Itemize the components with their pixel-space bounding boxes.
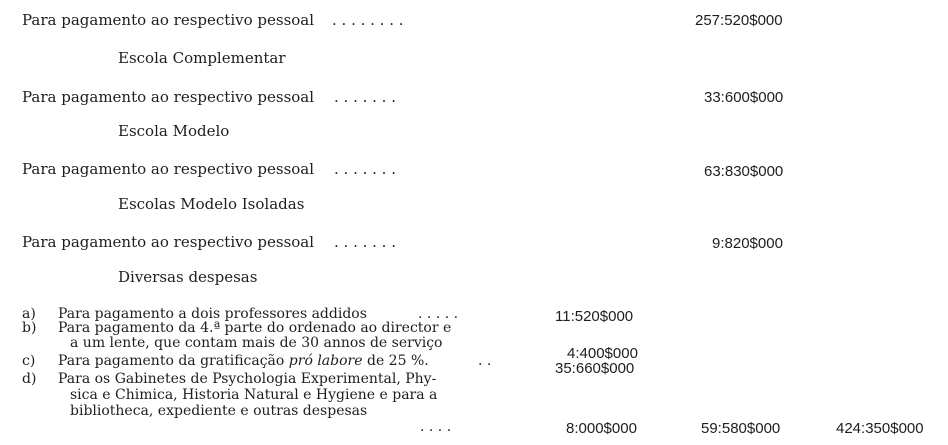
item-a-amount: 11:520$000 [555, 308, 634, 325]
item-d-subtotal: 59:580$000 [701, 420, 781, 437]
row-3-leader: . . . . . . . [334, 160, 396, 178]
row-2-label: Para pagamento ao respectivo pessoal [22, 88, 315, 106]
item-b-letter: b) [22, 320, 37, 336]
heading-diversas-despesas: Diversas despesas [118, 268, 258, 286]
item-d-letter: d) [22, 371, 37, 387]
item-d-line1: Para os Gabinetes de Psychologia Experimental, Phy- [58, 371, 437, 387]
item-d-amount: 8:000$000 [566, 420, 637, 437]
heading-escolas-modelo-isoladas: Escolas Modelo Isoladas [118, 195, 305, 213]
item-b-line2: a um lente, que contam mais de 30 annos de serviço [70, 335, 443, 351]
item-c-text-after: de 25 %. [366, 353, 429, 369]
row-1-leader: . . . . . . . . [332, 11, 404, 29]
row-3-label: Para pagamento ao respectivo pessoal [22, 160, 315, 178]
row-4-amount: 9:820$000 [712, 235, 783, 252]
row-1-amount: 257:520$000 [695, 12, 783, 29]
item-d-leader: . . . . [420, 419, 452, 435]
item-b-amount: 4:400$000 [567, 345, 638, 362]
item-c-amount: 35:660$000 [555, 360, 635, 377]
row-3-amount: 63:830$000 [704, 163, 784, 180]
item-b-line1: Para pagamento da 4.ª parte do ordenado ao director e [58, 320, 452, 336]
heading-escola-complementar: Escola Complementar [118, 49, 286, 67]
row-2-leader: . . . . . . . [334, 88, 396, 106]
row-4-label: Para pagamento ao respectivo pessoal [22, 233, 315, 251]
item-c-leader: . . [478, 353, 492, 369]
item-a-letter: a) [22, 306, 36, 322]
item-d-line3: bibliotheca, expediente e outras despesas [70, 403, 368, 419]
row-2-amount: 33:600$000 [704, 89, 784, 106]
item-c-italic: pró labore [288, 353, 363, 369]
item-c-text [58, 354, 429, 368]
item-c-text-before: Para pagamento da gratificação [58, 353, 285, 369]
heading-escola-modelo: Escola Modelo [118, 122, 230, 140]
item-a-text: Para pagamento a dois professores addidos [58, 306, 367, 322]
row-1-label: Para pagamento ao respectivo pessoal [22, 11, 315, 29]
item-a-leader: . . . . . [418, 306, 459, 322]
item-c-letter: c) [22, 353, 36, 369]
row-4-leader: . . . . . . . [334, 233, 396, 251]
item-d-line2: sica e Chimica, Historia Natural e Hygiene e para a [70, 387, 438, 403]
grand-total: 424:350$000 [836, 420, 924, 437]
